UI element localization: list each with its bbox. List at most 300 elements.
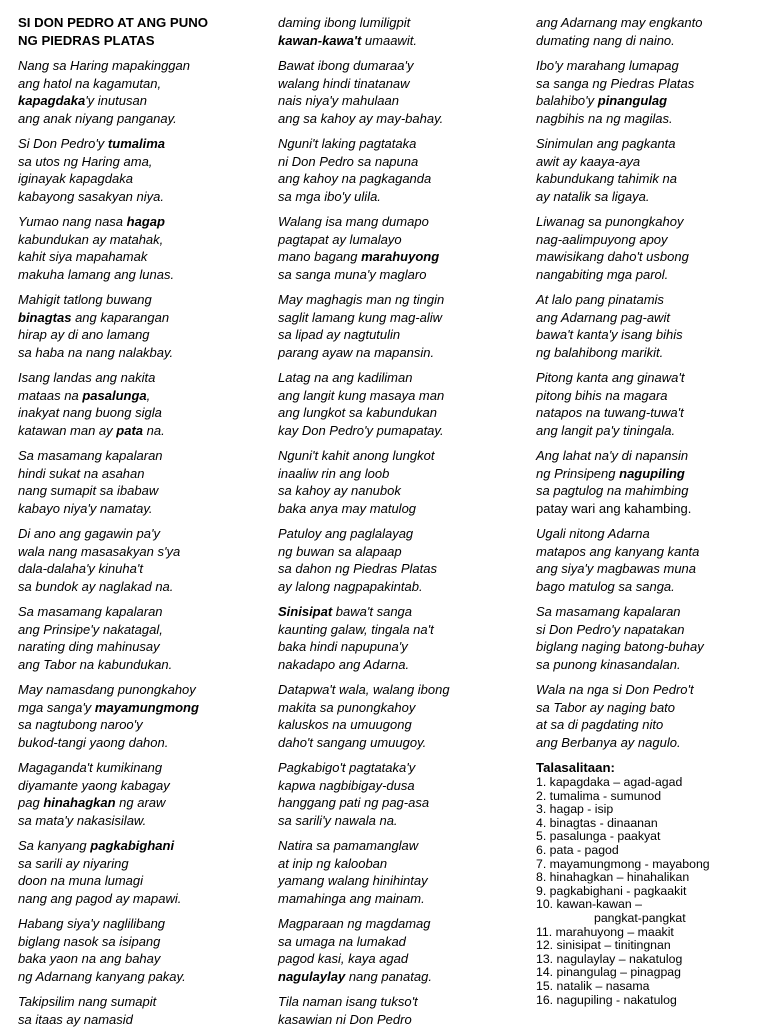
- verse-text: sa mga ibo'y ulila.: [278, 188, 381, 204]
- stanza: [536, 681, 764, 751]
- verse-line: [536, 153, 764, 171]
- verse-line: [18, 500, 258, 518]
- verse-text: sa umaga na lumakad: [278, 933, 406, 949]
- stanza: [278, 837, 518, 907]
- verse-text: mga sanga'y: [18, 699, 95, 715]
- verse-line: [278, 92, 518, 110]
- verse-line: [278, 1011, 518, 1029]
- verse-line: [18, 812, 258, 830]
- stanza: [278, 447, 518, 517]
- verse-text: bago matulog sa sanga.: [536, 578, 675, 594]
- verse-text: sa Tabor ay naging bato: [536, 699, 676, 715]
- glossary-item: 9. pagkabighani - pagkaakit: [536, 883, 687, 898]
- verse-line: [536, 57, 764, 75]
- stanza-list: [278, 14, 518, 1028]
- verse-text: Ang lahat na'y di napansin: [536, 448, 689, 463]
- verse-line: [278, 231, 518, 249]
- verse-line: [18, 387, 258, 405]
- verse-text: kapwa nagbibigay-dusa: [278, 777, 415, 793]
- verse-line: [536, 266, 764, 284]
- verse-line: [18, 404, 258, 422]
- verse-line: [18, 525, 258, 543]
- verse-line: [278, 968, 518, 986]
- verse-text: nang sumapit sa ibabaw: [18, 483, 159, 498]
- verse-line: [536, 525, 764, 543]
- verse-text: ay natalik sa ligaya.: [536, 188, 650, 204]
- verse-text: At lalo pang pinatamis: [536, 292, 664, 307]
- verse-text: sa nagtubong naroo'y: [18, 717, 143, 732]
- verse-text: Liwanag sa punongkahoy: [536, 214, 684, 229]
- verse-text: balahibo'y: [536, 93, 598, 108]
- verse-line: [278, 777, 518, 795]
- verse-line: [278, 344, 518, 362]
- verse-line: [18, 422, 258, 440]
- verse-line: [278, 213, 518, 231]
- stanza: [18, 681, 258, 751]
- verse-line: [536, 716, 764, 734]
- stanza: [536, 525, 764, 595]
- verse-line: [536, 656, 764, 674]
- glossary-item: 16. nagupiling - nakatulog: [536, 992, 677, 1007]
- verse-text: mano bagang: [278, 249, 362, 264]
- verse-text: ang hatol na kagamutan,: [18, 75, 162, 91]
- verse-text: baka hindi napupuna'y: [278, 639, 408, 654]
- stanza: [536, 603, 764, 673]
- stanza: [536, 14, 764, 49]
- verse-line: [278, 950, 518, 968]
- verse-line: [18, 465, 258, 483]
- verse-line: [536, 135, 764, 153]
- verse-text: sa sanga ng Piedras Platas: [536, 75, 695, 91]
- verse-text: ng Prinsipeng: [536, 465, 620, 481]
- verse-line: [278, 716, 518, 734]
- verse-text: sa itaas ay namasid: [18, 1011, 133, 1027]
- verse-line: [18, 681, 258, 699]
- verse-text: sa mata'y nakasisilaw.: [18, 812, 147, 828]
- verse-text: May maghagis man ng tingin: [278, 292, 445, 307]
- glossary-item: 14. pinangulag – pinagpag: [536, 965, 681, 980]
- verse-line: [18, 872, 258, 890]
- glossary-term: pinangulag: [597, 93, 668, 108]
- verse-line: [18, 933, 258, 951]
- verse-line: [278, 465, 518, 483]
- verse-line: [278, 525, 518, 543]
- glossary-item: 5. pasalunga - paakyat: [536, 829, 661, 844]
- verse-line: [18, 326, 258, 344]
- glossary-term: kapagdaka: [18, 93, 86, 108]
- verse-text: ang langit pa'y tiningala.: [536, 422, 676, 438]
- verse-line: [278, 266, 518, 284]
- verse-line: [18, 1011, 258, 1029]
- glossary-item: 1. kapagdaka – agad-agad: [536, 775, 683, 789]
- glossary-term: Sinisipat: [278, 604, 333, 619]
- verse-line: [18, 890, 258, 908]
- verse-line: [18, 794, 258, 812]
- verse-line: [278, 32, 518, 50]
- verse-text: at inip ng kalooban: [278, 855, 388, 871]
- verse-line: [536, 369, 764, 387]
- verse-line: [18, 759, 258, 777]
- glossary-item: 4. binagtas - dinaanan: [536, 815, 658, 830]
- verse-line: [278, 326, 518, 344]
- verse-line: [278, 387, 518, 405]
- verse-line: [278, 543, 518, 561]
- verse-line: [278, 369, 518, 387]
- verse-line: [18, 75, 258, 93]
- stanza: [278, 993, 518, 1028]
- verse-line: [278, 621, 518, 639]
- glossary-item: 15. natalik – nasama: [536, 978, 650, 993]
- verse-text: sa utos ng Haring ama,: [18, 153, 153, 169]
- stanza: [18, 213, 258, 283]
- verse-text: wala nang masasakyan s'ya: [18, 543, 181, 559]
- verse-text: ni Don Pedro sa napuna: [278, 153, 419, 169]
- verse-text: katawan man ay: [18, 422, 117, 438]
- verse-text: makita sa punongkahoy: [278, 699, 416, 715]
- verse-line: [18, 248, 258, 266]
- glossary-term: mayamungmong: [94, 699, 199, 715]
- verse-line: [536, 32, 764, 50]
- stanza: [18, 759, 258, 829]
- verse-line: [278, 812, 518, 830]
- verse-text: dala-dalaha'y kinuha't: [18, 561, 143, 576]
- glossary-heading: Talasalitaan:: [536, 760, 615, 775]
- verse-text: sa sanga muna'y maglaro: [278, 266, 427, 282]
- verse-text: Magparaan ng magdamag: [278, 916, 431, 931]
- verse-line: [278, 699, 518, 717]
- glossary-item: 8. hinahagkan – hinahalikan: [536, 870, 690, 885]
- verse-line: [536, 248, 764, 266]
- glossary-term: pagkabighani: [90, 838, 175, 853]
- verse-line: [18, 578, 258, 596]
- stanza: [536, 213, 764, 283]
- verse-text: Isang landas ang nakita: [18, 370, 156, 385]
- verse-text: Nguni't laking pagtataka: [278, 136, 417, 151]
- verse-text: pag: [18, 795, 44, 810]
- verse-line: [278, 110, 518, 128]
- stanza: [278, 213, 518, 283]
- verse-line: [18, 656, 258, 674]
- verse-text: sa lipad ay nagtutulin: [278, 327, 401, 342]
- verse-text: kabayo niya'y namatay.: [18, 500, 153, 516]
- verse-text: pagod kasi, kaya agad: [278, 951, 409, 966]
- verse-text: Walang isa mang dumapo: [278, 214, 429, 229]
- verse-line: [18, 950, 258, 968]
- verse-line: [536, 447, 764, 465]
- verse-text: mamahinga ang mainam.: [278, 890, 425, 906]
- verse-text: natapos na tuwang-tuwa't: [536, 405, 684, 420]
- stanza: [278, 759, 518, 829]
- verse-line: [18, 153, 258, 171]
- verse-text: sa sarili'y nawala na.: [278, 812, 398, 828]
- verse-line: [18, 734, 258, 752]
- stanza: [536, 57, 764, 127]
- stanza: [278, 681, 518, 751]
- verse-text: Nang sa Haring mapakinggan: [18, 58, 190, 73]
- glossary-item: 11. marahuyong – maakit: [536, 924, 674, 939]
- verse-text: ang anak niyang panganay.: [18, 110, 177, 126]
- verse-text: inaaliw rin ang loob: [278, 465, 390, 481]
- verse-line: [536, 560, 764, 578]
- verse-line: [536, 681, 764, 699]
- verse-line: [536, 465, 764, 483]
- stanza: [18, 291, 258, 361]
- stanza: [278, 135, 518, 205]
- verse-line: [18, 543, 258, 561]
- verse-text: si Don Pedro'y napatakan: [536, 621, 685, 637]
- verse-line: [536, 291, 764, 309]
- stanza: [18, 837, 258, 907]
- glossary-term: hinahagkan: [43, 795, 116, 810]
- verse-line: [18, 57, 258, 75]
- verse-line: [18, 603, 258, 621]
- verse-line: [536, 170, 764, 188]
- verse-line: [278, 794, 518, 812]
- stanza: [18, 603, 258, 673]
- verse-line: [18, 482, 258, 500]
- verse-text: mawisikang daho't usbong: [536, 249, 689, 264]
- verse-text: inakyat nang buong sigla: [18, 405, 162, 420]
- verse-text: saglit lamang kung mag-aliw: [278, 309, 443, 325]
- verse-line: [18, 968, 258, 986]
- verse-text: Di ano ang gagawin pa'y: [18, 526, 160, 541]
- glossary: [536, 759, 764, 1007]
- verse-line: [278, 153, 518, 171]
- stanza: [278, 291, 518, 361]
- verse-line: [536, 603, 764, 621]
- title-line-2: NG PIEDRAS PLATAS: [18, 32, 155, 48]
- verse-text: ang langit kung masaya man: [278, 387, 445, 403]
- verse-line: [18, 231, 258, 249]
- verse-text: umaawit.: [361, 32, 417, 48]
- verse-text: kabundukan ay matahak,: [18, 231, 164, 247]
- verse-line: [18, 266, 258, 284]
- verse-text: Natira sa pamamanglaw: [278, 838, 419, 853]
- verse-text: ang kaparangan: [71, 309, 170, 325]
- verse-text: kay Don Pedro'y pumapatay.: [278, 422, 444, 438]
- verse-text: Pagkabigo't pagtataka'y: [278, 760, 416, 775]
- verse-text: ng Adarnang kanyang pakay.: [18, 968, 186, 984]
- verse-line: [18, 92, 258, 110]
- verse-line: [18, 837, 258, 855]
- verse-line: [18, 309, 258, 327]
- verse-text: pitong bihis na magara: [536, 387, 668, 403]
- glossary-term: marahuyong: [361, 249, 440, 264]
- verse-line: [536, 231, 764, 249]
- stanza: [18, 993, 258, 1028]
- verse-line: [278, 447, 518, 465]
- verse-text: bukod-tangi yaong dahon.: [18, 734, 169, 750]
- verse-text: ang sa kahoy ay may-bahay.: [278, 110, 444, 126]
- verse-line: [278, 422, 518, 440]
- verse-line: [278, 188, 518, 206]
- stanza: [278, 603, 518, 673]
- verse-line: [18, 621, 258, 639]
- glossary-item: 10. kawan-kawan –: [536, 897, 642, 912]
- verse-line: [536, 188, 764, 206]
- verse-line: [18, 915, 258, 933]
- verse-line: [18, 716, 258, 734]
- verse-text: walang hindi tinatanaw: [278, 75, 410, 91]
- verse-text: dumating nang di naino.: [536, 32, 675, 48]
- verse-line: [278, 291, 518, 309]
- verse-line: [278, 404, 518, 422]
- verse-line: [536, 92, 764, 110]
- verse-text: diyamante yaong kabagay: [18, 777, 170, 793]
- verse-text: ang Tabor na kabundukan.: [18, 656, 173, 672]
- verse-text: sa sarili ay niyaring: [18, 855, 129, 871]
- verse-text: kaluskos na umuugong: [278, 717, 412, 732]
- stanza: [278, 14, 518, 49]
- verse-text: narating ding mahinusay: [18, 639, 160, 654]
- verse-text: makuha lamang ang lunas.: [18, 266, 175, 282]
- title-line-1: SI DON PEDRO AT ANG PUNO: [18, 15, 209, 30]
- stanza: [536, 135, 764, 205]
- verse-line: [278, 872, 518, 890]
- verse-text: ng araw: [115, 795, 166, 810]
- verse-line: [536, 638, 764, 656]
- glossary-term: nagupiling: [619, 465, 685, 481]
- verse-line: [278, 915, 518, 933]
- verse-text: awit ay kaaya-aya: [536, 153, 641, 169]
- verse-line: [18, 855, 258, 873]
- verse-line: [536, 422, 764, 440]
- verse-text: baka yaon na ang bahay: [18, 951, 161, 966]
- verse-text: nais niya'y mahulaan: [278, 93, 399, 108]
- stanza: [278, 525, 518, 595]
- verse-text: sa haba na nang nalakbay.: [18, 344, 174, 360]
- verse-text: ang kahoy na pagkaganda: [278, 171, 432, 186]
- stanza: [18, 915, 258, 985]
- glossary-term: hagap: [126, 214, 165, 229]
- verse-text: sa dahon ng Piedras Platas: [278, 561, 437, 576]
- verse-line: [536, 14, 764, 32]
- verse-text: biglang nasok sa isipang: [18, 933, 161, 949]
- verse-text: sa pagtulog na mahimbing: [536, 483, 689, 498]
- verse-line: [536, 387, 764, 405]
- stanza: [278, 57, 518, 127]
- verse-text: kaunting galaw, tingala na't: [278, 621, 434, 637]
- verse-text: kasawian ni Don Pedro: [278, 1011, 412, 1027]
- verse-text: Wala na nga si Don Pedro't: [536, 682, 694, 697]
- verse-line: [278, 837, 518, 855]
- poem-column-2: [278, 14, 518, 1036]
- verse-text: May namasdang punongkahoy: [18, 682, 196, 697]
- glossary-term: tumalima: [107, 136, 165, 151]
- verse-text: nagbihis na ng magilas.: [536, 110, 673, 126]
- verse-line: [18, 110, 258, 128]
- verse-text: Magaganda't kumikinang: [18, 760, 163, 775]
- verse-text: Si Don Pedro'y: [18, 136, 108, 151]
- verse-text: ,: [146, 387, 151, 403]
- verse-line: [278, 248, 518, 266]
- verse-line: [18, 344, 258, 362]
- verse-text: Bawat ibong dumaraa'y: [278, 58, 414, 73]
- verse-text: Sa masamang kapalaran: [18, 448, 163, 463]
- glossary-item: 3. hagap - isip: [536, 802, 614, 817]
- verse-text: bawa't kanta'y isang bihis: [536, 327, 683, 342]
- glossary-term: kawan-kawa't: [278, 32, 362, 48]
- verse-text: nakadapo ang Adarna.: [278, 656, 410, 672]
- stanza-list: [18, 57, 258, 1028]
- verse-text: nag-aalimpuyong apoy: [536, 231, 668, 247]
- verse-line: [278, 656, 518, 674]
- verse-line: [278, 170, 518, 188]
- stanza: [278, 369, 518, 439]
- stanza: [18, 369, 258, 439]
- verse-text: baka anya may matulog: [278, 500, 417, 516]
- verse-text: Sinimulan ang pagkanta: [536, 136, 676, 151]
- poem-column-1: [18, 14, 258, 1036]
- verse-text: ay lalong nagpapakintab.: [278, 578, 423, 594]
- verse-text: bawa't sanga: [332, 604, 413, 619]
- verse-line: [18, 638, 258, 656]
- verse-line: [278, 135, 518, 153]
- verse-line: [278, 14, 518, 32]
- verse-text: Sa masamang kapalaran: [536, 604, 681, 619]
- verse-line: [278, 57, 518, 75]
- verse-line: [536, 482, 764, 500]
- verse-text: Habang siya'y naglilibang: [18, 916, 166, 931]
- verse-line: [18, 369, 258, 387]
- verse-text: parang ayaw na mapansin.: [278, 344, 435, 360]
- verse-text: daming ibong lumiligpit: [278, 15, 411, 30]
- glossary-item: 7. mayamungmong - mayabong: [536, 856, 710, 871]
- glossary-term: pasalunga: [82, 387, 147, 403]
- verse-text: sa kahoy ay nanubok: [278, 483, 401, 498]
- stanza: [536, 369, 764, 439]
- verse-line: [278, 578, 518, 596]
- stanza: [536, 447, 764, 517]
- stanza: [18, 57, 258, 127]
- verse-line: [536, 326, 764, 344]
- verse-line: [278, 855, 518, 873]
- glossary-term: binagtas: [18, 309, 72, 325]
- verse-text: hirap ay di ano lamang: [18, 327, 150, 342]
- verse-line: [18, 213, 258, 231]
- verse-text: Latag na ang kadiliman: [278, 370, 413, 385]
- stanza: [536, 291, 764, 361]
- verse-line: [278, 75, 518, 93]
- verse-line: [18, 993, 258, 1011]
- glossary-list: [536, 776, 764, 1007]
- verse-line: [278, 309, 518, 327]
- verse-line: [278, 933, 518, 951]
- verse-text: hanggang pati ng pag-asa: [278, 795, 430, 810]
- verse-text: nangabiting mga parol.: [536, 266, 669, 282]
- verse-text: doon na muna lumagi: [18, 873, 144, 888]
- glossary-item: 6. pata - pagod: [536, 842, 619, 857]
- verse-line: [536, 621, 764, 639]
- verse-text: sa punong kinasandalan.: [536, 656, 681, 672]
- verse-text: daho't sangang umuugoy.: [278, 734, 427, 750]
- verse-text: 'y inutusan: [85, 93, 147, 108]
- verse-text: yamang walang hinihintay: [278, 873, 428, 888]
- verse-text: ang Prinsipe'y nakatagal,: [18, 621, 163, 637]
- verse-text: Pitong kanta ang ginawa't: [536, 370, 685, 385]
- verse-text: kahit siya mapahamak: [18, 249, 148, 264]
- verse-text: ang Adarnang may engkanto: [536, 15, 703, 30]
- verse-text: biglang naging batong-buhay: [536, 639, 704, 654]
- verse-text: iginayak kapagdaka: [18, 171, 133, 186]
- verse-line: [18, 447, 258, 465]
- verse-line: [278, 482, 518, 500]
- verse-text: hindi sukat na asahan: [18, 465, 145, 481]
- verse-text: at sa di pagdating nito: [536, 717, 664, 732]
- glossary-item: 12. sinisipat – tinitingnan: [536, 938, 671, 953]
- verse-line: [536, 75, 764, 93]
- verse-line: [278, 759, 518, 777]
